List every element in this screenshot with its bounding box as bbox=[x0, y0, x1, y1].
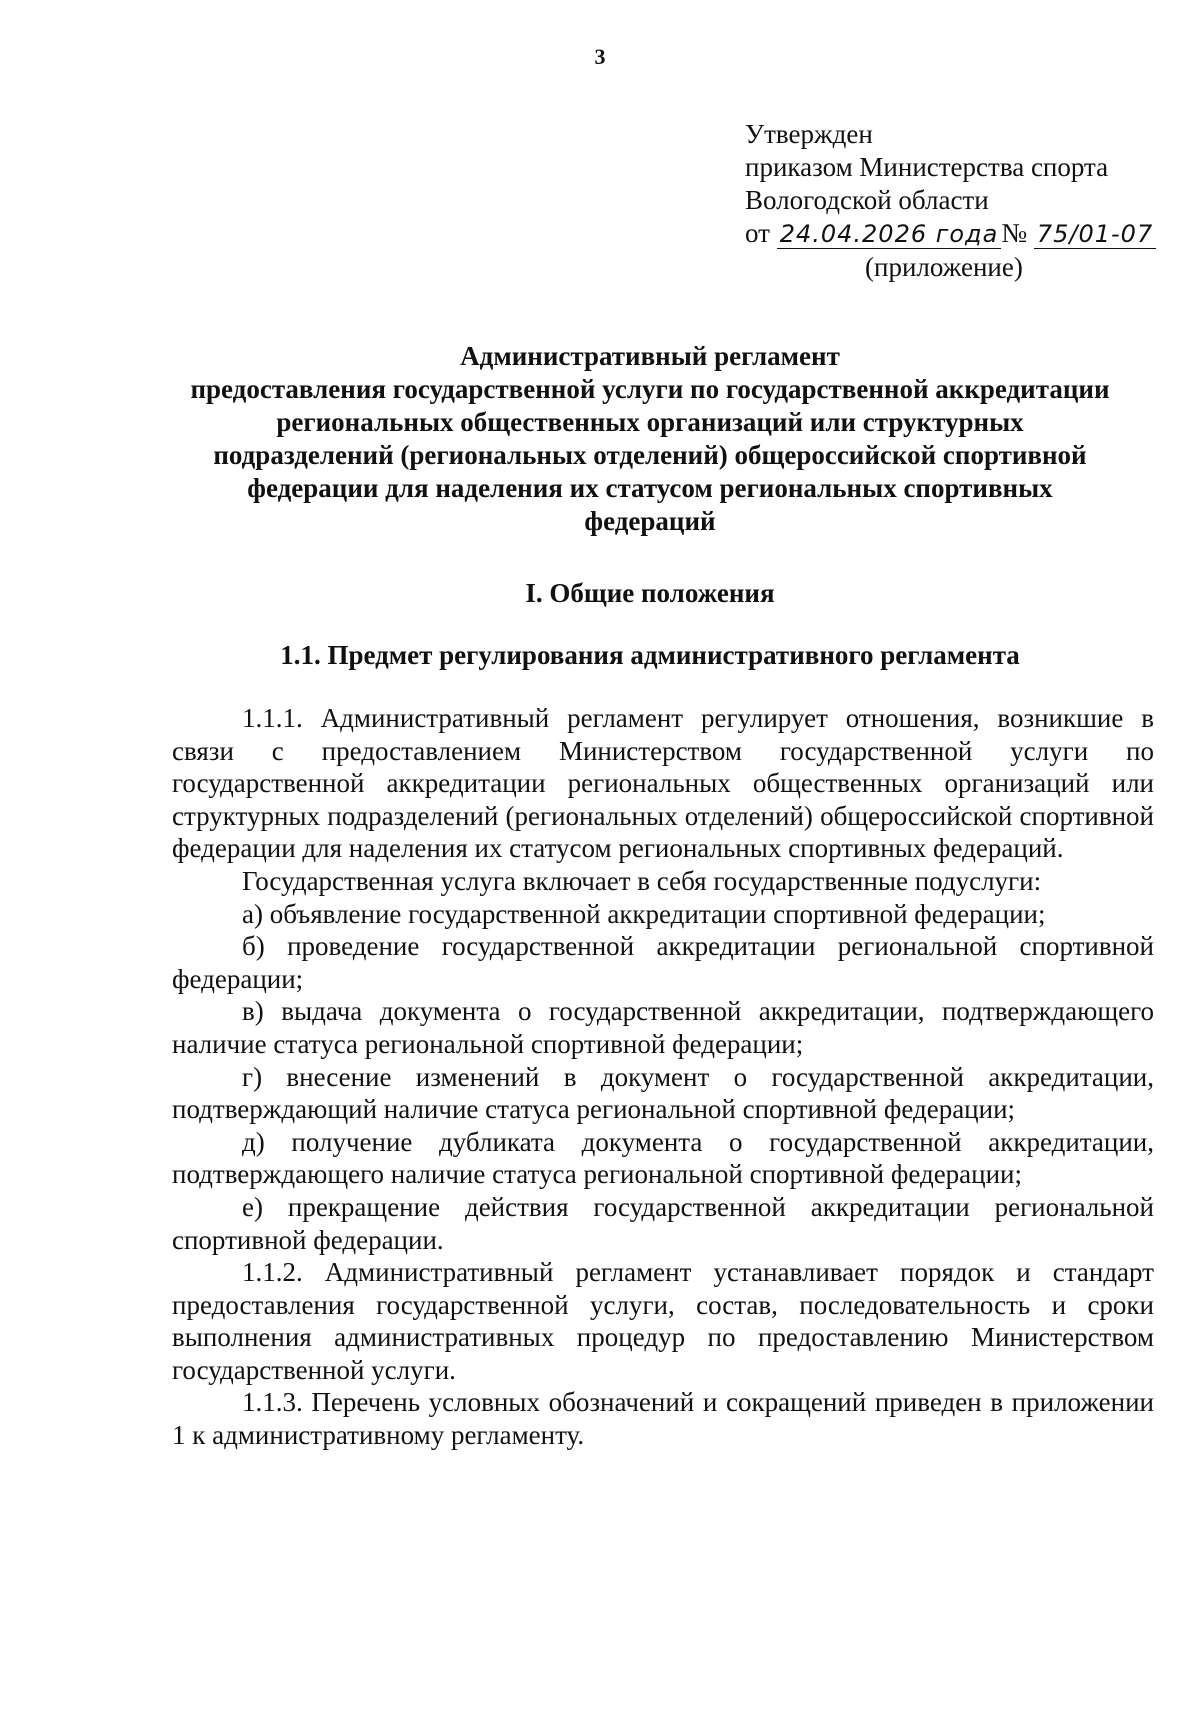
paragraph-1-1-2: 1.1.2. Административный регламент устанавливает порядок и стандарт предоставления государственной услуги, состав, последовательность и сроки выполнения административных процедур по предоставлению Министерством государственной услуги. bbox=[172, 1257, 1154, 1385]
title-line-6: федераций bbox=[584, 506, 716, 536]
paragraph-1-1-3: 1.1.3. Перечень условных обозначений и сокращений приведен в приложении 1 к административному регламенту. bbox=[172, 1387, 1154, 1451]
title-line-5: федерации для наделения их статусом региональных спортивных bbox=[247, 473, 1053, 503]
from-label: от bbox=[745, 218, 770, 248]
document-title bbox=[150, 340, 1150, 538]
title-line-1: Административный регламент bbox=[460, 341, 840, 371]
number-label: № bbox=[1001, 218, 1028, 248]
attachment-label: (приложение) bbox=[865, 252, 1023, 282]
approval-line-3: Вологодской области bbox=[745, 185, 989, 215]
title-line-4: подразделений (региональных отделений) общероссийской спортивной bbox=[213, 440, 1087, 470]
handwritten-number: 75/01-07 bbox=[1034, 220, 1156, 249]
list-item-a: а) объявление государственной аккредитации спортивной федерации; bbox=[242, 898, 1046, 929]
list-item-g: г) внесение изменений в документ о государственной аккредитации, подтверждающий наличие статуса региональной спортивной федерации; bbox=[172, 1061, 1154, 1125]
list-item-b: б) проведение государственной аккредитации региональной спортивной федерации; bbox=[172, 931, 1154, 994]
approval-block bbox=[745, 118, 1165, 284]
document-body bbox=[172, 702, 1154, 1452]
paragraph-subservices-intro: Государственная услуга включает в себя государственные подуслуги: bbox=[242, 865, 1042, 896]
approval-line-2: приказом Министерства спорта bbox=[745, 152, 1109, 182]
approval-line-1: Утвержден bbox=[745, 119, 873, 149]
title-line-2: предоставления государственной услуги по государственной аккредитации bbox=[190, 374, 1110, 404]
section-subheading: 1.1. Предмет регулирования административного регламента bbox=[280, 640, 1020, 670]
list-item-d: д) получение дубликата документа о государственной аккредитации, подтверждающего наличие статуса региональной спортивной федерации; bbox=[172, 1126, 1154, 1190]
page-number: 3 bbox=[594, 44, 606, 69]
section-heading: I. Общие положения bbox=[525, 578, 775, 608]
paragraph-1-1-1: 1.1.1. Административный регламент регулирует отношения, возникшие в связи с предоставлением Министерством государственной услуги по государственной аккредитации региональных общественных организаций или структурных подразделений (региональных отделений) общероссийской спортивной федерации для наделения их статусом региональных спортивных федераций. bbox=[172, 703, 1154, 864]
title-line-3: региональных общественных организаций или структурных bbox=[276, 407, 1024, 437]
handwritten-date: 24.04.2026 года bbox=[777, 220, 1002, 249]
list-item-v: в) выдача документа о государственной аккредитации, подтверждающего наличие статуса региональной спортивной федерации; bbox=[172, 996, 1154, 1059]
list-item-e: е) прекращение действия государственной аккредитации региональной спортивной федерации. bbox=[172, 1191, 1154, 1255]
approval-date-line bbox=[745, 217, 1165, 251]
